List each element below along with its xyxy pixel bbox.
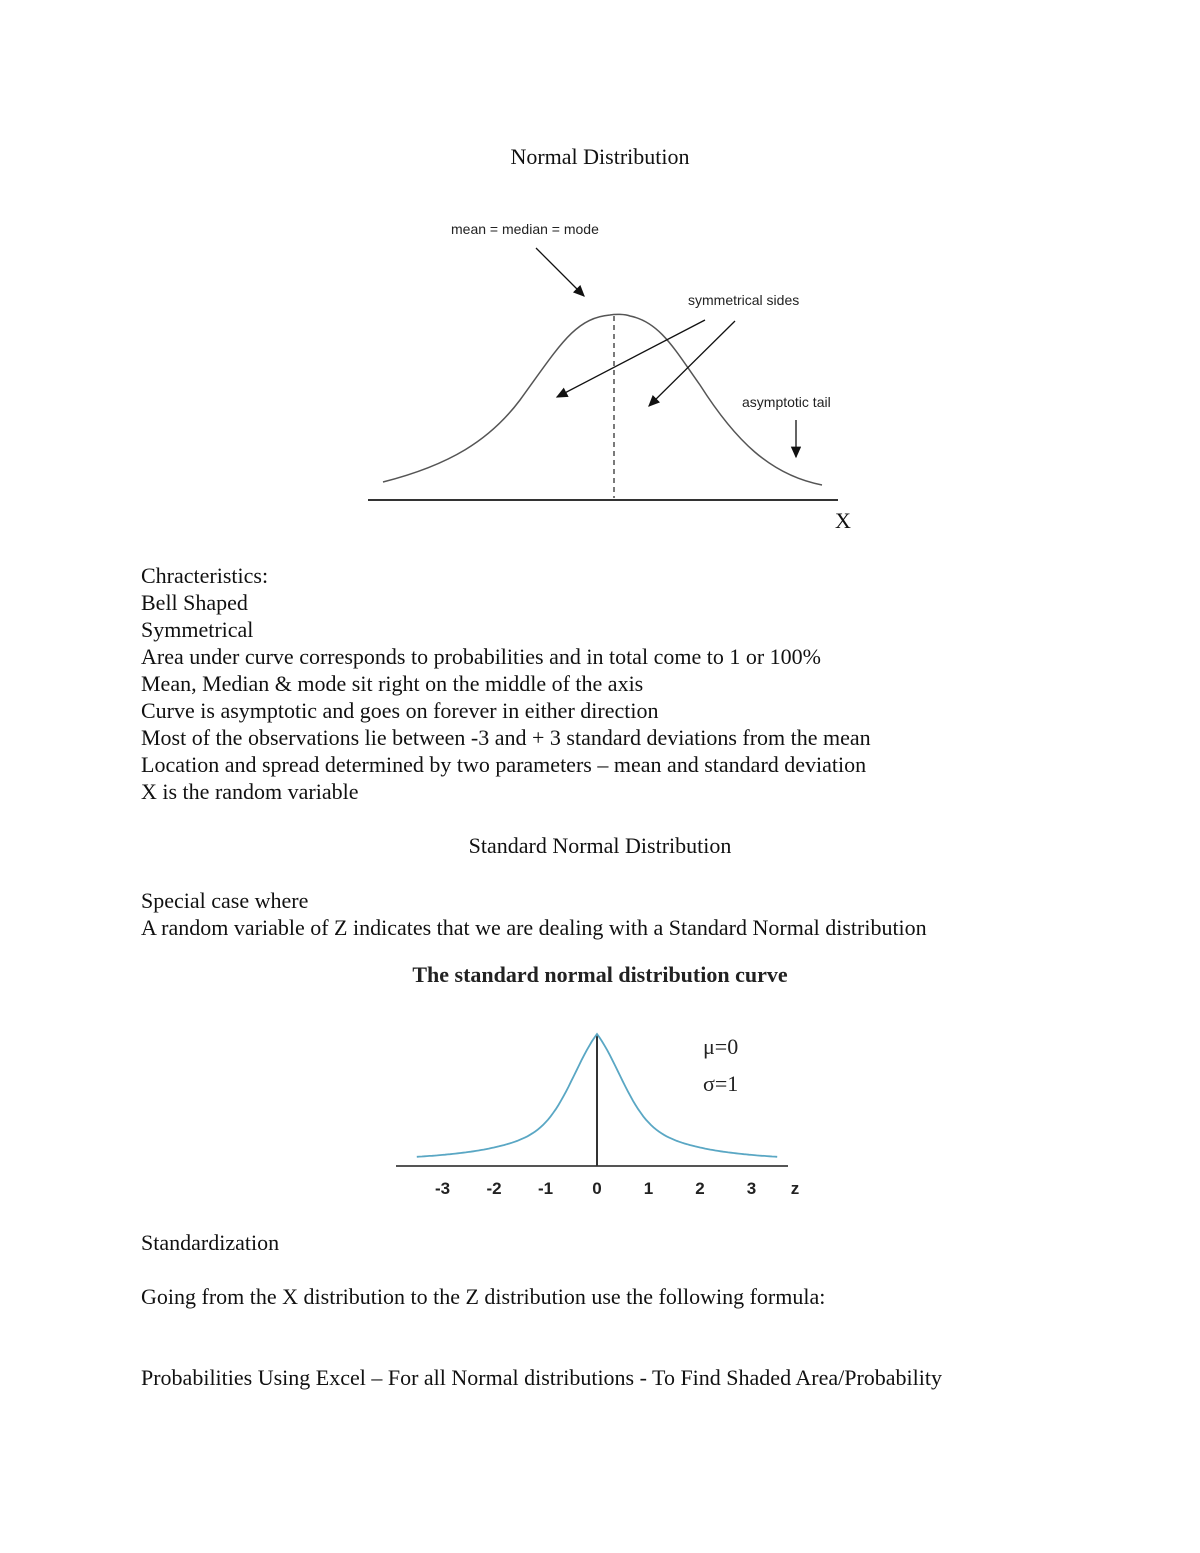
tick-label: -3 xyxy=(434,1179,451,1198)
excel-text: Probabilities Using Excel – For all Normal distributions - To Find Shaded Area/Probability xyxy=(141,1365,942,1390)
standardization-text: Going from the X distribution to the Z distribution use the following formula: xyxy=(141,1284,826,1309)
z-axis-label: z xyxy=(790,1179,800,1198)
chart-title: The standard normal distribution curve xyxy=(412,962,788,987)
mean-parameter-label: μ=0 xyxy=(703,1034,739,1059)
tick-label: 2 xyxy=(695,1179,705,1198)
list-item: Mean, Median & mode sit right on the middle of the axis xyxy=(141,671,644,696)
standard-text-line-2: A random variable of Z indicates that we are dealing with a Standard Normal distribution xyxy=(141,915,927,940)
list-item: X is the random variable xyxy=(141,779,359,804)
label-mean-median-mode: mean = median = mode xyxy=(451,221,599,237)
page-title: Normal Distribution xyxy=(510,144,690,169)
tick-label: 0 xyxy=(592,1179,602,1198)
list-item: Symmetrical xyxy=(141,617,254,642)
tick-label: -1 xyxy=(537,1179,554,1198)
standardization-heading: Standardization xyxy=(141,1230,280,1255)
tick-label: 3 xyxy=(746,1179,757,1198)
section-heading-standard-normal: Standard Normal Distribution xyxy=(468,833,732,858)
list-item: Bell Shaped xyxy=(141,590,248,615)
list-item: Most of the observations lie between -3 and + 3 standard deviations from the mean xyxy=(141,725,871,750)
list-item: Area under curve corresponds to probabilities and in total come to 1 or 100% xyxy=(141,644,821,669)
x-axis-label: X xyxy=(835,508,851,533)
list-item: Location and spread determined by two parameters – mean and standard deviation xyxy=(141,752,867,777)
sd-parameter-label: σ=1 xyxy=(703,1071,739,1096)
standard-text-line-1: Special case where xyxy=(141,888,309,913)
list-item: Curve is asymptotic and goes on forever in either direction xyxy=(141,698,659,723)
label-asymptotic-tail: asymptotic tail xyxy=(742,394,831,410)
tick-label: 1 xyxy=(643,1179,654,1198)
tick-label: -2 xyxy=(486,1179,502,1198)
label-symmetrical-sides: symmetrical sides xyxy=(688,292,800,308)
characteristics-heading: Chracteristics: xyxy=(141,563,269,588)
